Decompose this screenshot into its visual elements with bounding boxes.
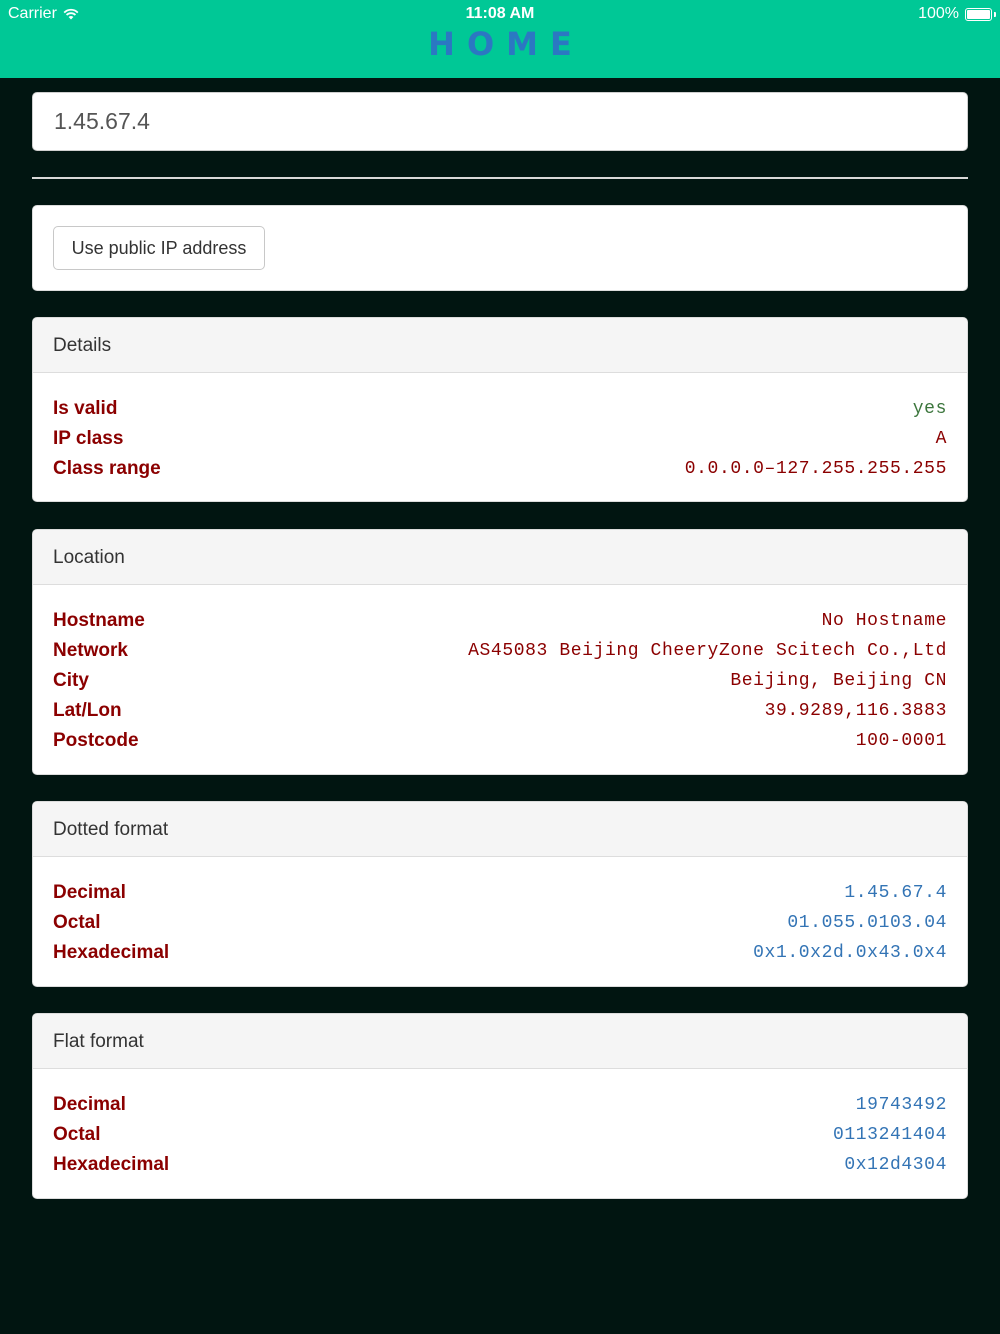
row-value: 0x1.0x2d.0x43.0x4 — [753, 943, 947, 963]
row-value: 0.0.0.0–127.255.255.255 — [684, 459, 947, 479]
navigation-bar — [0, 0, 1000, 78]
row-value: 01.055.0103.04 — [787, 913, 947, 933]
divider — [32, 177, 968, 179]
row-label: Hexadecimal — [53, 1154, 170, 1175]
row-label: Hostname — [53, 610, 145, 631]
details-header: Details — [33, 318, 967, 373]
row-value: yes — [912, 399, 947, 419]
dotted-row-hexadecimal — [53, 938, 947, 968]
location-row-network — [53, 636, 947, 666]
location-row-lat-lon — [53, 696, 947, 726]
row-label: IP class — [53, 428, 124, 449]
flat-format-card — [32, 1013, 968, 1199]
details-row-ip-class — [53, 424, 947, 454]
row-value: AS45083 Beijing CheeryZone Scitech Co.,Ltd — [468, 641, 947, 661]
row-label: Octal — [53, 912, 101, 933]
flat-format-body — [33, 1069, 967, 1180]
details-row-is-valid — [53, 394, 947, 424]
row-label: Hexadecimal — [53, 942, 170, 963]
public-ip-card — [32, 205, 968, 291]
details-row-class-range — [53, 454, 947, 484]
row-value: A — [935, 429, 947, 449]
row-label: Is valid — [53, 398, 118, 419]
row-value: 100-0001 — [855, 731, 947, 751]
dotted-row-octal — [53, 908, 947, 938]
location-body — [33, 585, 967, 756]
flat-format-header: Flat format — [33, 1014, 967, 1069]
row-value: 19743492 — [855, 1095, 947, 1115]
flat-row-hexadecimal — [53, 1150, 947, 1180]
location-row-hostname — [53, 606, 947, 636]
location-row-city — [53, 666, 947, 696]
details-card — [32, 317, 968, 502]
battery-indicator — [918, 5, 992, 23]
location-row-postcode — [53, 726, 947, 756]
row-label: Decimal — [53, 882, 126, 903]
location-card — [32, 529, 968, 775]
battery-percent: 100% — [918, 5, 959, 22]
row-value: 0x12d4304 — [844, 1155, 947, 1175]
use-public-ip-button[interactable]: Use public IP address — [53, 226, 265, 270]
row-value: No Hostname — [821, 611, 947, 631]
row-label: Postcode — [53, 730, 139, 751]
details-body — [33, 373, 967, 484]
carrier-label: Carrier — [8, 5, 57, 22]
dotted-row-decimal — [53, 878, 947, 908]
row-label: Lat/Lon — [53, 700, 122, 721]
ip-address-input[interactable] — [33, 93, 967, 150]
flat-row-decimal — [53, 1090, 947, 1120]
flat-row-octal — [53, 1120, 947, 1150]
dotted-format-body — [33, 857, 967, 968]
row-value: 0113241404 — [832, 1125, 947, 1145]
status-bar — [0, 0, 1000, 28]
row-value: 1.45.67.4 — [844, 883, 947, 903]
row-label: Decimal — [53, 1094, 126, 1115]
dotted-format-card — [32, 801, 968, 987]
dotted-format-header: Dotted format — [33, 802, 967, 857]
ip-input-container — [32, 92, 968, 151]
battery-icon — [965, 8, 992, 21]
row-value: 39.9289,116.3883 — [764, 701, 947, 721]
clock: 11:08 AM — [465, 5, 535, 22]
row-label: City — [53, 670, 89, 691]
row-value: Beijing, Beijing CN — [730, 671, 947, 691]
page-title: HOME — [428, 25, 584, 63]
location-header: Location — [33, 530, 967, 585]
row-label: Network — [53, 640, 128, 661]
row-label: Class range — [53, 458, 161, 479]
row-label: Octal — [53, 1124, 101, 1145]
